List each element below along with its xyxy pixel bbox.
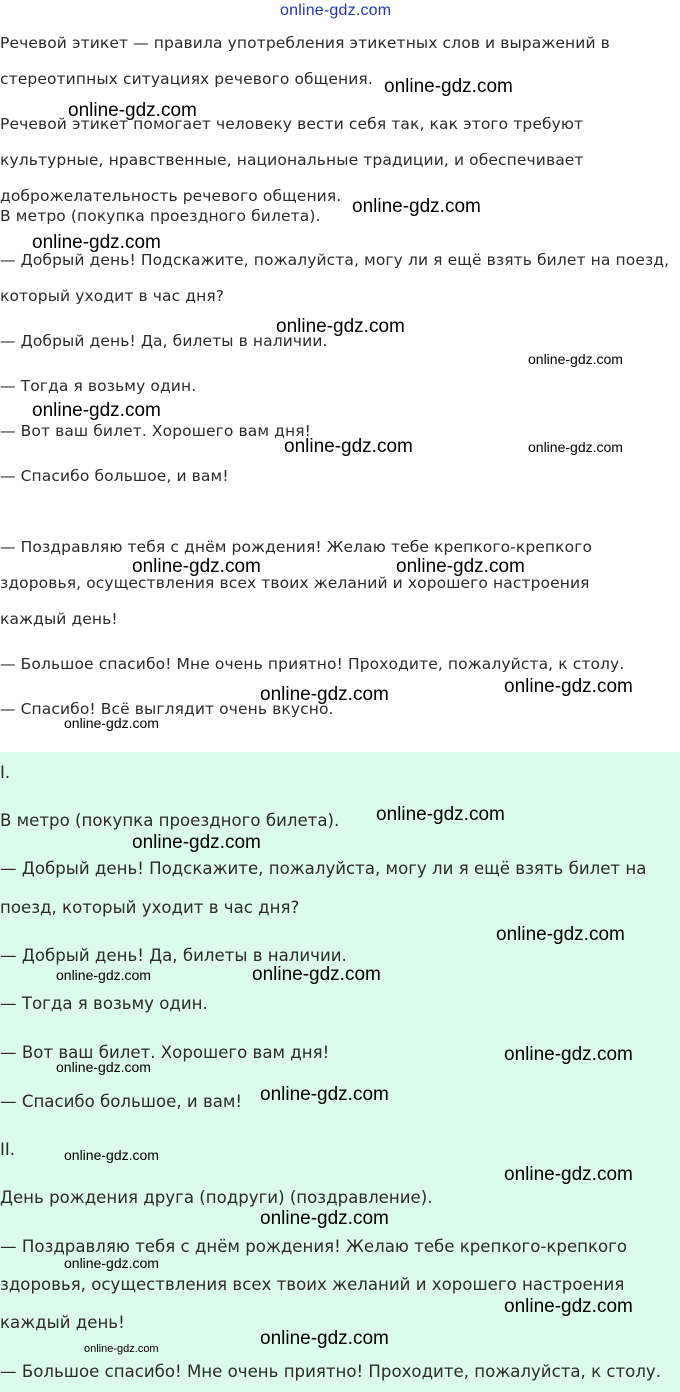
watermark: online-gdz.com bbox=[32, 400, 161, 421]
watermark: online-gdz.com bbox=[396, 556, 525, 577]
answer-line: каждый день! bbox=[0, 1313, 125, 1332]
dialog-line: — Добрый день! Да, билеты в наличии. bbox=[0, 332, 328, 350]
watermark: online-gdz.com bbox=[56, 967, 151, 983]
watermark: online-gdz.com bbox=[276, 316, 405, 337]
watermark: online-gdz.com bbox=[504, 1044, 633, 1065]
answer-part-marker: I. bbox=[0, 763, 11, 782]
watermark: online-gdz.com bbox=[68, 100, 197, 121]
dialog-line: — Большое спасибо! Мне очень приятно! Проходите, пожалуйста, к столу. bbox=[0, 655, 625, 673]
answer-heading: День рождения друга (подруги) (поздравление). bbox=[0, 1188, 433, 1207]
watermark: online-gdz.com bbox=[64, 715, 159, 731]
watermark: online-gdz.com bbox=[260, 1208, 389, 1229]
answer-line: — Большое спасибо! Мне очень приятно! Проходите, пожалуйста, к столу. bbox=[0, 1362, 662, 1381]
watermark: online-gdz.com bbox=[376, 804, 505, 825]
dialog-line: — Добрый день! Подскажите, пожалуйста, могу ли я ещё взять билет на поезд, bbox=[0, 251, 670, 269]
intro-line: доброжелательность речевого общения. bbox=[0, 187, 342, 205]
watermark: online-gdz.com bbox=[352, 196, 481, 217]
watermark: online-gdz.com bbox=[252, 964, 381, 985]
watermark: online-gdz.com bbox=[32, 232, 161, 253]
watermark: online-gdz.com bbox=[84, 1343, 159, 1355]
answer-line: — Вот ваш билет. Хорошего вам дня! bbox=[0, 1043, 330, 1062]
intro-line: культурные, нравственные, национальные традиции, и обеспечивает bbox=[0, 151, 584, 169]
dialog-line: — Поздравляю тебя с днём рождения! Желаю тебе крепкого-крепкого bbox=[0, 538, 593, 556]
dialog-line: — Спасибо большое, и вам! bbox=[0, 467, 229, 485]
watermark: online-gdz.com bbox=[504, 1296, 633, 1317]
header-watermark: online-gdz.com bbox=[280, 2, 392, 19]
watermark: online-gdz.com bbox=[528, 351, 623, 367]
watermark: online-gdz.com bbox=[64, 1255, 159, 1271]
answer-line: — Добрый день! Да, билеты в наличии. bbox=[0, 946, 347, 965]
answer-line: поезд, который уходит в час дня? bbox=[0, 898, 300, 917]
dialog-line: каждый день! bbox=[0, 610, 118, 628]
watermark: online-gdz.com bbox=[132, 556, 261, 577]
watermark: online-gdz.com bbox=[260, 1328, 389, 1349]
answer-line: здоровья, осуществления всех твоих желаний и хорошего настроения bbox=[0, 1275, 625, 1294]
answer-line: — Спасибо большое, и вам! bbox=[0, 1092, 243, 1111]
watermark: online-gdz.com bbox=[528, 439, 623, 455]
dialog-line: который уходит в час дня? bbox=[0, 287, 225, 305]
watermark: online-gdz.com bbox=[496, 924, 625, 945]
dialog-line: — Спасибо! Всё выглядит очень вкусно. bbox=[0, 700, 334, 718]
watermark: online-gdz.com bbox=[260, 1084, 389, 1105]
answer-heading: В метро (покупка проездного билета). bbox=[0, 811, 340, 830]
answer-part-marker: II. bbox=[0, 1140, 16, 1159]
dialog-line: — Вот ваш билет. Хорошего вам дня! bbox=[0, 422, 311, 440]
watermark: online-gdz.com bbox=[132, 832, 261, 853]
answer-line: — Тогда я возьму один. bbox=[0, 994, 208, 1013]
answer-line: — Добрый день! Подскажите, пожалуйста, могу ли я ещё взять билет на bbox=[0, 859, 647, 878]
dialog-heading: В метро (покупка проездного билета). bbox=[0, 207, 321, 225]
intro-line: Речевой этикет — правила употребления этикетных слов и выражений в bbox=[0, 34, 610, 52]
intro-line: Речевой этикет помогает человеку вести себя так, как этого требуют bbox=[0, 115, 584, 133]
watermark: online-gdz.com bbox=[504, 676, 633, 697]
intro-line: стереотипных ситуациях речевого общения. bbox=[0, 70, 373, 88]
dialog-line: здоровья, осуществления всех твоих желаний и хорошего настроения bbox=[0, 574, 590, 592]
watermark: online-gdz.com bbox=[504, 1164, 633, 1185]
watermark: online-gdz.com bbox=[56, 1059, 151, 1075]
watermark: online-gdz.com bbox=[260, 684, 389, 705]
watermark: online-gdz.com bbox=[64, 1147, 159, 1163]
dialog-line: — Тогда я возьму один. bbox=[0, 377, 197, 395]
answer-line: — Поздравляю тебя с днём рождения! Желаю тебе крепкого-крепкого bbox=[0, 1237, 628, 1256]
watermark: online-gdz.com bbox=[384, 76, 513, 97]
watermark: online-gdz.com bbox=[284, 436, 413, 457]
